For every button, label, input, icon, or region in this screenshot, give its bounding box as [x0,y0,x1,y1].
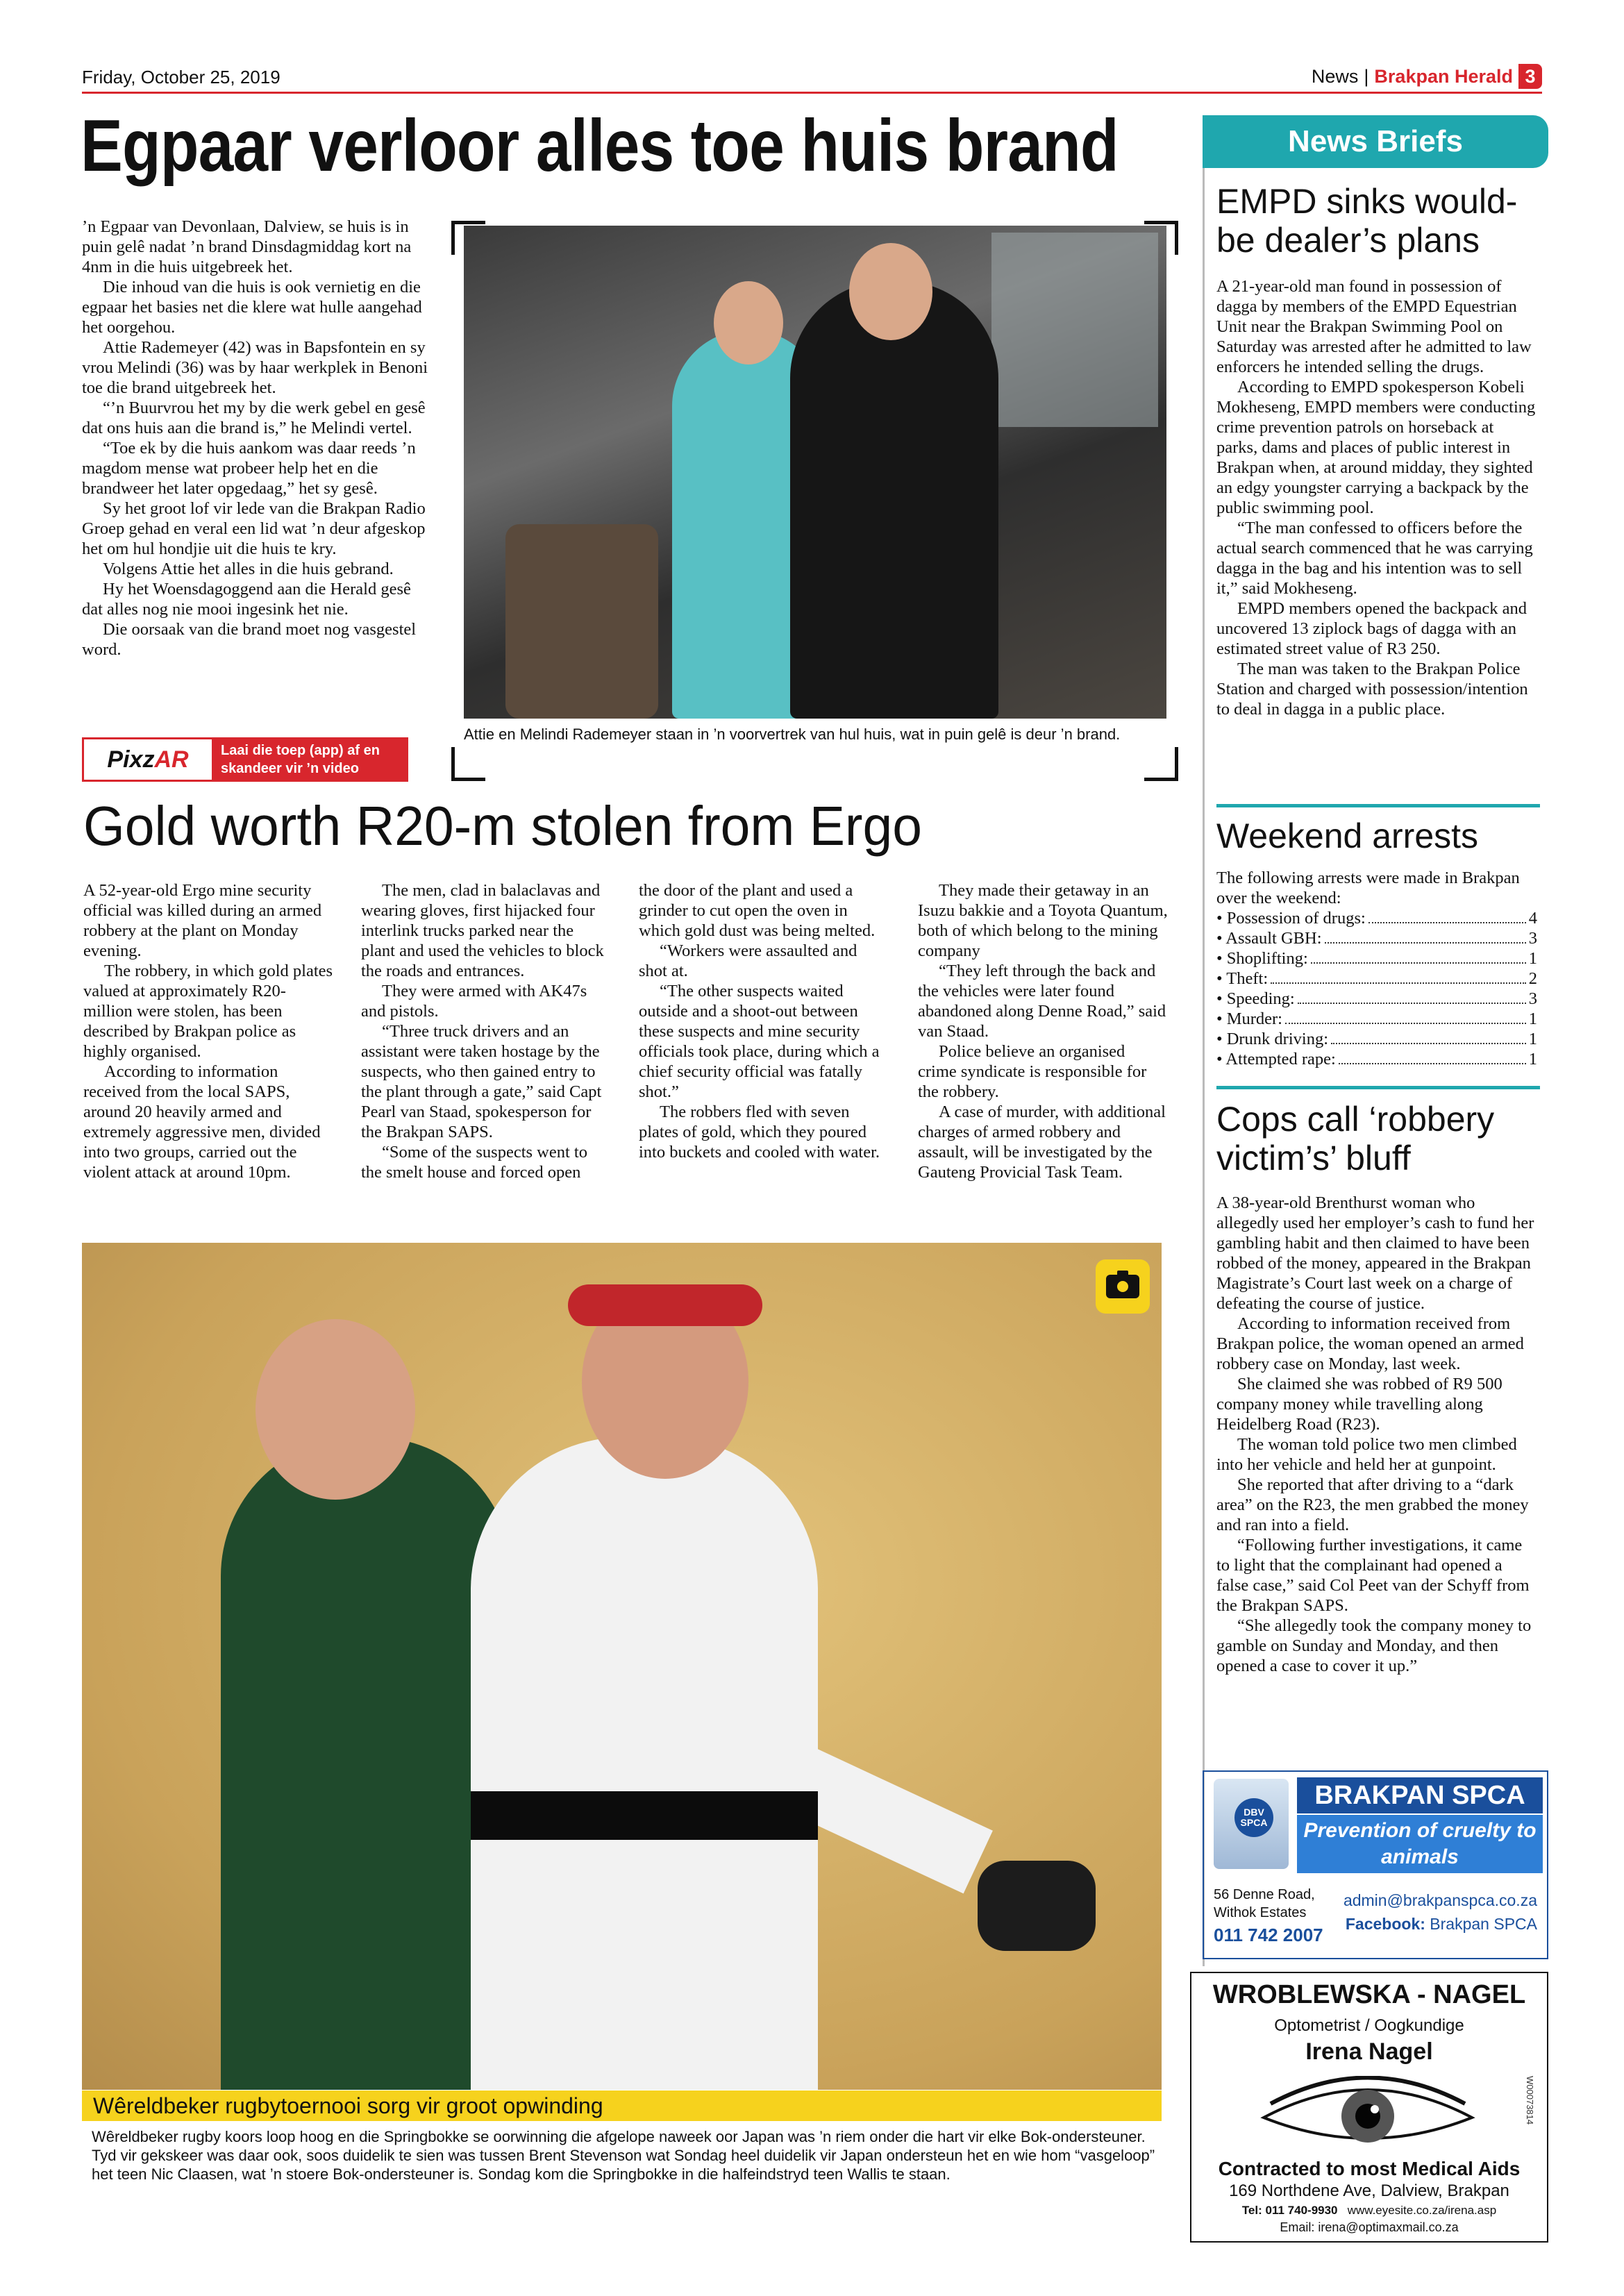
photo-man-karate-gi [471,1437,818,2090]
pixzar-badge[interactable] [82,737,408,782]
arrest-row: • Theft: 2 [1216,969,1537,988]
article1-paragraph: “’n Buurvrou het my by die werk gebel en gesê dat ons huis aan die brand is,” he Melindi vertel. [82,399,426,437]
brief2-intro: The following arrests were made in Brakpan over the weekend: [1216,869,1520,907]
article2-column [918,880,1168,1182]
photo-woman-head [714,281,783,364]
frame-corner [1144,747,1178,781]
page-number: 3 [1518,64,1542,89]
opto-practice-name: WROBLEWSKA - NAGEL [1212,1980,1526,2009]
article2-paragraph: A 52-year-old Ergo mine security official was killed during an armed robbery at the plant on Monday evening. [83,881,322,960]
brief1-headline: EMPD sinks would-be dealer’s plans [1216,182,1518,260]
brief3-paragraph: The woman told police two men climbed into her vehicle and held her at gunpoint. [1216,1435,1517,1474]
spca-address-line: 56 Denne Road, [1214,1887,1315,1902]
photo-window [991,233,1158,427]
article2-paragraph: They were armed with AK47s and pistols. [361,982,587,1021]
opto-contact [1190,2204,1548,2218]
brief1-paragraph: The man was taken to the Brakpan Police Station and charged with possession/intention to deal in dagga in a public place. [1216,660,1528,719]
newspaper-brand: Brakpan Herald [1374,65,1513,87]
pixzar-logo-text: Pixz [107,746,155,773]
photo-bandana [568,1284,762,1326]
brief1-paragraph: EMPD members opened the backpack and uncovered 13 ziplock bags of dagga with an estimated street value of R3 250. [1216,599,1527,658]
pixzar-logo [82,737,214,782]
spca-title: BRAKPAN SPCA [1297,1777,1543,1813]
opto-website: www.eyesite.co.za/irena.asp [1347,2204,1497,2217]
opto-tel-label: Tel: [1241,2204,1262,2217]
brief2-headline: Weekend arrests [1216,816,1479,855]
photo-man-green-jersey [221,1437,512,2090]
article1-paragraph: ’n Egpaar van Devonlaan, Dalview, se huis is in puin gelê nadat ’n brand Dinsdagmiddag kort na 4nm in die huis uitgebreek het. [82,217,412,276]
brief3-headline: Cops call ‘robbery victim’s’ bluff [1216,1100,1495,1178]
article1-paragraph: Attie Rademeyer (42) was in Bapsfontein en sy vrou Melindi (36) was by haar werkplek in Benoni toe die brand uitgebreek het. [82,338,428,397]
photo-head [256,1319,415,1500]
article2-column [639,880,889,1162]
article2-paragraph: “The other suspects waited outside and a shoot-out between these suspects and mine security officials took place, during which a chief security official was fatally shot.” [639,982,880,1101]
spca-email: admin@brakpanspca.co.za [1343,1891,1537,1909]
spca-tagline: Prevention of cruelty to animals [1297,1815,1543,1873]
article2-paragraph: According to information received from the local SAPS, around 20 heavily armed and extremely aggressive men, divided into two groups, carried out the violent attack at around 10pm. [83,1062,321,1182]
brief3-paragraph: A 38-year-old Brenthurst woman who allegedly used her employer’s cash to fund her gambling habit and then claimed to have been robbed of the money, appeared in the Brakpan Magistrate’s Court last week on a charge of defeating the course of justice. [1216,1193,1534,1313]
photo1-caption: Attie en Melindi Rademeyer staan in ’n voorvertrek van hul huis, wat in puin gelê is deur ’n brand. [464,726,1121,743]
news-briefs-tab: News Briefs [1203,115,1548,168]
article1-paragraph: Die oorsaak van die brand moet nog vasgestel word. [82,620,417,659]
issue-date: Friday, October 25, 2019 [82,67,281,87]
article1-paragraph: Volgens Attie het alles in die huis gebrand. [103,560,394,578]
rugby-fans-photo [82,1243,1162,2090]
article2-paragraph: The men, clad in balaclavas and wearing gloves, first hijacked four interlink trucks parked near the plant and used the vehicles to block the roads and entrances. [361,881,604,980]
header-separator: | [1364,65,1369,87]
brief3-paragraph: According to information received from Brakpan police, the woman opened an armed robbery case on Monday, last week. [1216,1314,1524,1373]
article2-paragraph: “Workers were assaulted and shot at. [639,941,857,980]
photo-burnt-chair [505,524,658,719]
article2-column [361,880,611,1182]
spca-facebook [1346,1915,1537,1934]
fire-damage-photo [464,226,1166,719]
article2-paragraph: They made their getaway in an Isuzu bakkie and a Toyota Quantum, both of which belong to the mining company [918,881,1168,960]
photo-black-belt [471,1791,818,1840]
article1-body [82,217,429,660]
spca-facebook-value: Brakpan SPCA [1430,1915,1537,1933]
brief-divider [1216,804,1540,807]
arrest-row: • Shoplifting: 1 [1216,949,1537,968]
brief3-paragraph: “She allegedly took the company money to gamble on Sunday and Monday, and then opened a case to cover it up.” [1216,1616,1532,1675]
brief2-body [1216,868,1537,1069]
arrest-row: • Assault GBH: 3 [1216,929,1537,948]
section-label: News [1311,65,1359,87]
article2-paragraph: A case of murder, with additional charges of armed robbery and assault, will be investigated by the Gauteng Provicial Task Team. [918,1103,1166,1182]
spca-facebook-label: Facebook: [1345,1915,1425,1933]
opto-medical-aids: Contracted to most Medical Aids [1218,2158,1521,2179]
article1-paragraph: “Toe ek by die huis aankom was daar reeds ’n magdom mense wat probeer help het en die brandweer het later opgedaag,” het sy gesê. [82,439,416,498]
arrest-row: • Possession of drugs: 4 [1216,909,1537,928]
brief-divider [1216,1086,1540,1089]
photo2-caption: Wêreldbeker rugby koors loop hoog en die Springbokke se oorwinning die afgelope naweek oor Japan was ’n riem onder die hart vir elke Bok-ondersteuner. Tyd vir gekskeer was daar ook, soos duidelik te sien was tussen Brent Stevenson wat Sondag heel duidelik vir Japan ondersteun het en wie hom “vasgeloop” het teen Nic Claasen, wat ’n stoere Bok-ondersteuner is. Sondag kom die Springbokke in die halfeindstryd teen Wallis te staan. [92,2128,1155,2183]
spca-address [1214,1886,1315,1922]
article2-headline: Gold worth R20-m stolen from Ergo [83,795,922,857]
arrest-row: • Speeding: 3 [1216,989,1537,1008]
opto-subtitle: Optometrist / Oogkundige [1274,2016,1464,2035]
opto-person: Irena Nagel [1305,2038,1433,2065]
photo-man [790,281,998,719]
photo-man-head [849,243,932,340]
brief1-paragraph: According to EMPD spokesperson Kobeli Mokheseng, EMPD members were conducting crime prevention patrols on horseback at parks, dams and places of public interest in Brakpan when, at around midday, they sighted an edgy youngster carrying a backpack by the public swimming pool. [1216,378,1536,517]
opto-email: Email: irena@optimaxmail.co.za [1280,2220,1459,2234]
article2-paragraph: the door of the plant and used a grinder to cut open the oven in which gold dust was being melted. [639,881,876,940]
spca-logo [1214,1779,1289,1869]
opto-address: 169 Northdene Ave, Dalview, Brakpan [1229,2181,1509,2200]
opto-ad-code: W00073814 [1525,2076,1535,2125]
opto-tel: 011 740-9930 [1265,2204,1338,2217]
brief3-body [1216,1193,1537,1676]
article2-paragraph: “They left through the back and the vehicles were later found abandoned along Denne Road,” said van Staad. [918,962,1166,1041]
header-rule [82,92,1542,94]
article1-paragraph: Die inhoud van die huis is ook vernietig en die egpaar het basies net die klere wat hulle aangehad het oorgehou. [82,278,422,337]
pixzar-logo-ar: AR [154,746,189,773]
spca-phone: 011 742 2007 [1214,1925,1323,1945]
brief3-paragraph: She claimed she was robbed of R9 500 company money while travelling along Heidelberg Road (R23). [1216,1375,1502,1434]
article1-paragraph: Hy het Woensdagoggend aan die Herald gesê dat alles nog nie mooi ingesink het nie. [82,580,411,619]
arrest-row: • Attempted rape: 1 [1216,1050,1537,1069]
arrest-row: • Drunk driving: 1 [1216,1030,1537,1048]
brief3-paragraph: “Following further investigations, it came to light that the complainant had opened a false case,” said Col Peet van der Schyff from the Brakpan SAPS. [1216,1536,1530,1615]
photo-glove [978,1861,1096,1951]
sidebar-rule [1203,168,1205,1966]
article2-paragraph: The robbery, in which gold plates valued at approximately R20-million were stolen, has been described by Brakpan police as highly organised. [83,962,333,1061]
article2-paragraph: Police believe an organised crime syndicate is responsible for the robbery. [918,1042,1147,1101]
header-right [1312,64,1542,89]
photo2-title: Wêreldbeker rugbytoernooi sorg vir groot opwinding [93,2093,603,2118]
frame-corner [451,747,485,781]
spca-address-line: Withok Estates [1214,1905,1307,1920]
brief1-paragraph: “The man confessed to officers before the actual search commenced that he was carrying dagga in the bag and his intention was to sell it,” said Mokheseng. [1216,519,1533,598]
article1-headline: Egpaar verloor alles toe huis brand [81,105,1119,187]
article2-column [83,880,333,1182]
eye-icon [1257,2076,1479,2152]
article2-paragraph: The robbers fled with seven plates of gold, which they poured into buckets and cooled with water. [639,1103,880,1162]
article1-paragraph: Sy het groot lof vir lede van die Brakpan Radio Groep gehad en veral een lid wat ’n deur afgeskop het om hul hondjie uit die huis te kry. [82,499,426,558]
article2-paragraph: “Some of the suspects went to the smelt house and forced open [361,1143,587,1182]
pixzar-instruction: Laai die toep (app) af en skandeer vir ’n video [214,737,408,782]
brief3-paragraph: She reported that after driving to a “dark area” on the R23, the men grabbed the money and ran into a field. [1216,1475,1529,1534]
brief1-body [1216,276,1537,719]
arrest-row: • Murder: 1 [1216,1009,1537,1028]
brief1-paragraph: A 21-year-old man found in possession of dagga by members of the EMPD Equestrian Unit near the Brakpan Swimming Pool on Saturday was arrested after he admitted to law enforcers he intended selling the drugs. [1216,277,1532,376]
camera-icon[interactable] [1096,1259,1150,1314]
article2-paragraph: “Three truck drivers and an assistant were taken hostage by the suspects, who then gained entry to the plant through a gate,” said Capt Pearl van Staad, spokesperson for the Brakpan SAPS. [361,1022,602,1141]
spca-logo-badge: DBV SPCA [1234,1798,1273,1837]
